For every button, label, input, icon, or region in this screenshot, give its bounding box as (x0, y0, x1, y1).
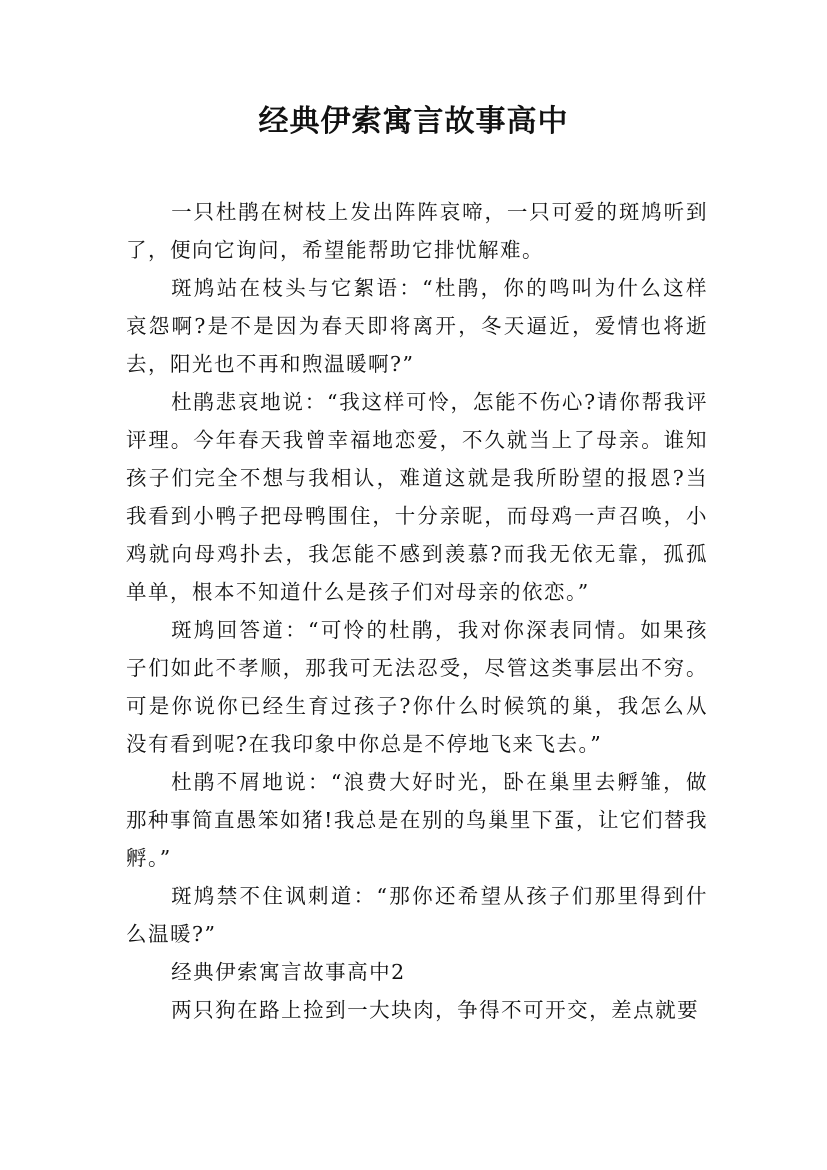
paragraph: 两只狗在路上捡到一大块肉，争得不可开交，差点就要 (171, 998, 700, 1022)
paragraph: 一只杜鹃在树枝上发出阵阵哀啼，一只可爱的斑鸠听到了，便向它询问，希望能帮助它排忧解难。 (126, 200, 708, 262)
paragraph: 杜鹃不屑地说：“浪费大好时光，卧在巢里去孵雏，做那种事简直愚笨如猪!我总是在别的鸟巢里下蛋，让它们替我孵。” (126, 770, 708, 870)
document-body (126, 193, 708, 1029)
paragraph: 杜鹃悲哀地说：“我这样可怜，怎能不伤心?请你帮我评评理。今年春天我曾幸福地恋爱，不久就当上了母亲。谁知孩子们完全不想与我相认，难道这就是我所盼望的报恩?当我看到小鸭子把母鸭围住，十分亲昵，而母鸡一声召唤，小鸡就向母鸡扑去，我怎能不感到羡慕?而我无依无靠，孤孤单单，根本不知道什么是孩子们对母亲的依恋。” (126, 390, 708, 604)
section-heading: 经典伊索寓言故事高中2 (171, 960, 406, 984)
paragraph: 斑鸠禁不住讽刺道：“那你还希望从孩子们那里得到什么温暖?” (126, 884, 708, 946)
paragraph: 斑鸠回答道：“可怜的杜鹃，我对你深表同情。如果孩子们如此不孝顺，那我可无法忍受，尽管这类事层出不穷。可是你说你已经生育过孩子?你什么时候筑的巢，我怎么从没有看到呢?在我印象中你总是不停地飞来飞去。” (126, 618, 708, 756)
paragraph: 斑鸠站在枝头与它絮语：“杜鹃，你的鸣叫为什么这样哀怨啊?是不是因为春天即将离开，冬天逼近，爱情也将逝去，阳光也不再和煦温暖啊?” (126, 276, 708, 376)
page-title: 经典伊索寓言故事高中 (258, 104, 569, 139)
